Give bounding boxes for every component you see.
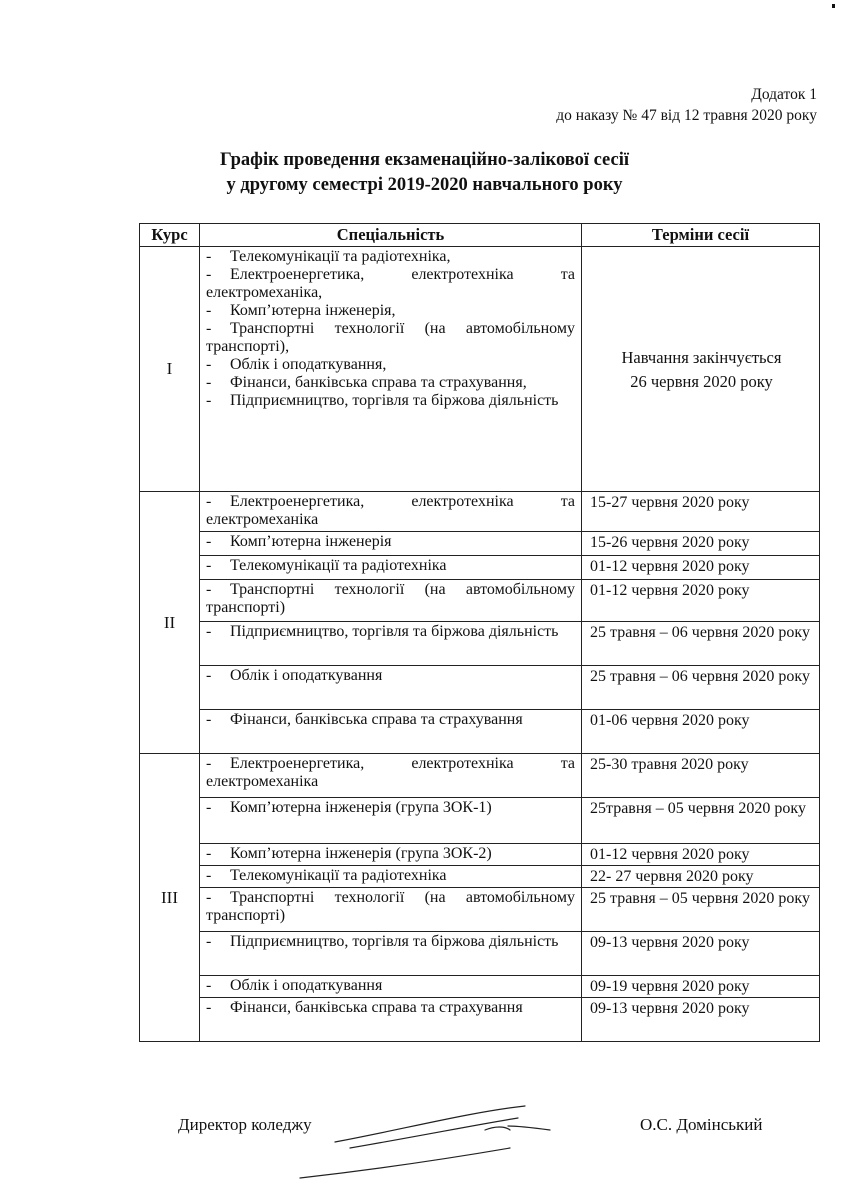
session-term: 22- 27 червня 2020 року <box>582 866 820 888</box>
session-term: 25-30 травня 2020 року <box>582 754 820 798</box>
handwritten-signature <box>280 1100 560 1180</box>
specialty-list <box>200 247 582 492</box>
annex-note <box>556 84 817 126</box>
table-row <box>140 710 820 754</box>
table-row <box>140 622 820 666</box>
list-item: - Транспортні технології (на автомобільному транспорті), <box>206 320 575 355</box>
session-term: 09-19 червня 2020 року <box>582 976 820 998</box>
specialty-cell: - Облік і оподаткування <box>200 666 582 710</box>
session-term: 25 травня – 06 червня 2020 року <box>582 622 820 666</box>
table-row <box>140 247 820 492</box>
course-cell: III <box>140 754 200 1042</box>
table-row <box>140 976 820 998</box>
table-row <box>140 888 820 932</box>
session-term: 25 травня – 05 червня 2020 року <box>582 888 820 932</box>
table-row <box>140 844 820 866</box>
session-term: 25травня – 05 червня 2020 року <box>582 798 820 844</box>
table-row <box>140 666 820 710</box>
scan-mark <box>832 4 835 8</box>
list-item: - Облік і оподаткування, <box>206 356 387 373</box>
term-line-1: Навчання закінчується <box>621 347 782 367</box>
signatory-position: Директор коледжу <box>178 1115 312 1134</box>
session-term: 01-12 червня 2020 року <box>582 556 820 580</box>
specialty-cell: - Підприємництво, торгівля та біржова діяльність <box>200 622 582 666</box>
signatory-name: О.С. Домінський <box>640 1115 763 1134</box>
session-schedule-table <box>139 223 820 1042</box>
specialty-cell: - Фінанси, банківська справа та страхування <box>200 998 582 1042</box>
annex-title: Додаток 1 <box>751 86 817 103</box>
table-row <box>140 866 820 888</box>
specialty-cell: - Фінанси, банківська справа та страхування <box>200 710 582 754</box>
specialty-cell: - Транспортні технології (на автомобільному транспорті) <box>200 888 582 932</box>
session-term: 09-13 червня 2020 року <box>582 932 820 976</box>
table-row <box>140 998 820 1042</box>
term-line-2: 26 червня 2020 року <box>630 371 773 391</box>
specialty-cell: - Телекомунікації та радіотехніка <box>200 866 582 888</box>
course-cell: II <box>140 492 200 754</box>
specialty-cell: - Комп’ютерна інженерія (група 3ОК-1) <box>200 798 582 844</box>
specialty-cell: - Електроенергетика, електротехніка та електромеханіка <box>200 492 582 532</box>
specialty-cell: - Електроенергетика, електротехніка та електромеханіка <box>200 754 582 798</box>
session-term: 15-26 червня 2020 року <box>582 532 820 556</box>
table-row <box>140 932 820 976</box>
session-term: 01-12 червня 2020 року <box>582 580 820 622</box>
specialty-cell: - Підприємництво, торгівля та біржова діяльність <box>200 932 582 976</box>
annex-order-reference: до наказу № 47 від 12 травня 2020 року <box>556 107 817 124</box>
list-item: - Комп’ютерна інженерія, <box>206 302 396 319</box>
specialty-cell: - Транспортні технології (на автомобільному транспорті) <box>200 580 582 622</box>
session-term <box>582 247 820 492</box>
table-row <box>140 532 820 556</box>
list-item: - Електроенергетика, електротехніка та електромеханіка, <box>206 266 575 301</box>
course-cell: I <box>140 247 200 492</box>
specialty-cell: - Комп’ютерна інженерія (група 3ОК-2) <box>200 844 582 866</box>
session-term: 01-06 червня 2020 року <box>582 710 820 754</box>
table-row <box>140 754 820 798</box>
header-specialty: Спеціальність <box>200 224 582 247</box>
document-title-line-2: у другому семестрі 2019-2020 навчального року <box>226 175 623 195</box>
specialty-cell: - Телекомунікації та радіотехніка <box>200 556 582 580</box>
session-term: 25 травня – 06 червня 2020 року <box>582 666 820 710</box>
table-row <box>140 492 820 532</box>
list-item: - Підприємництво, торгівля та біржова діяльність <box>206 392 559 409</box>
session-term: 15-27 червня 2020 року <box>582 492 820 532</box>
table-row <box>140 556 820 580</box>
list-item: - Фінанси, банківська справа та страхування, <box>206 374 527 391</box>
document-title <box>0 148 849 198</box>
specialty-cell: - Облік і оподаткування <box>200 976 582 998</box>
list-item: - Телекомунікації та радіотехніка, <box>206 248 451 265</box>
header-course: Курс <box>140 224 200 247</box>
header-session-terms: Терміни сесії <box>582 224 820 247</box>
session-term: 01-12 червня 2020 року <box>582 844 820 866</box>
table-header-row <box>140 224 820 247</box>
table-row <box>140 580 820 622</box>
specialty-cell: - Комп’ютерна інженерія <box>200 532 582 556</box>
document-title-line-1: Графік проведення екзаменаційно-залікової сесії <box>220 150 629 170</box>
table-row <box>140 798 820 844</box>
session-term: 09-13 червня 2020 року <box>582 998 820 1042</box>
